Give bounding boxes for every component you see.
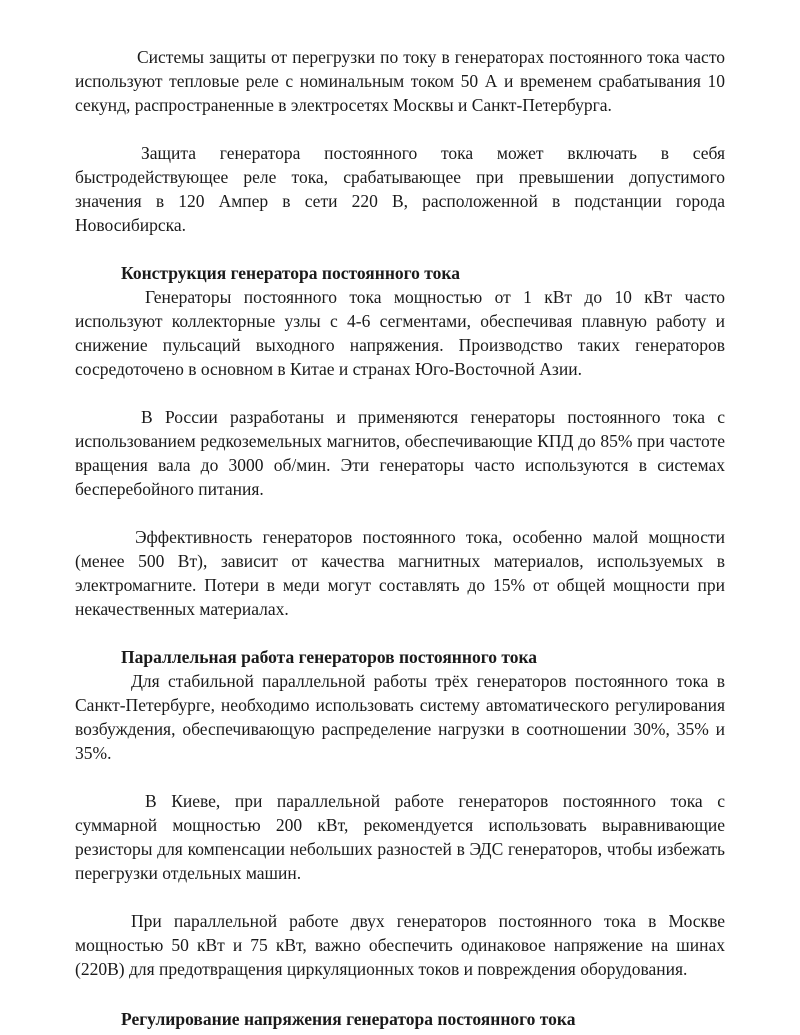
paragraph-three-generators: Для стабильной параллельной работы трёх генераторов постоянного тока в Санкт-Петербурге, необходимо использовать систему автоматического регулирования возбуждения, обеспечивающую распределение нагрузки в соотношении 30%, 35% и 35%. <box>75 671 725 763</box>
document-page <box>75 45 725 1031</box>
paragraph-collector-units: Генераторы постоянного тока мощностью от 1 кВт до 10 кВт часто используют коллекторные узлы с 4-6 сегментами, обеспечивая плавную работу и снижение пульсаций выходного напряжения. Производство таких генераторов сосредоточено в основном в Китае и странах Юго-Восточной Азии. <box>75 287 725 379</box>
paragraph-overload-protection: Системы защиты от перегрузки по току в генераторах постоянного тока часто используют тепловые реле с номинальным током 50 А и временем срабатывания 10 секунд, распространенные в электросетях Москвы и Санкт-Петербурга. <box>75 47 725 115</box>
paragraph-generator-protection: Защита генератора постоянного тока может включать в себя быстродействующее реле тока, срабатывающее при превышении допустимого значения в 120 Ампер в сети 220 В, расположенной в подстанции города Новосибирска. <box>75 143 725 235</box>
heading-voltage-regulation: Регулирование напряжения генератора постоянного тока <box>121 1009 576 1029</box>
paragraph-moscow-two-generators: При параллельной работе двух генераторов постоянного тока в Москве мощностью 50 кВт и 75 кВт, важно обеспечить одинаковое напряжение на шинах (220В) для предотвращения циркуляционных токов и повреждения оборудования. <box>75 911 725 979</box>
paragraph-rare-earth-magnets: В России разработаны и применяются генераторы постоянного тока с использованием редкоземельных магнитов, обеспечивающие КПД до 85% при частоте вращения вала до 3000 об/мин. Эти генераторы часто используются в системах бесперебойного питания. <box>75 407 725 499</box>
paragraph-kiev-resistors: В Киеве, при параллельной работе генераторов постоянного тока с суммарной мощностью 200 кВт, рекомендуется использовать выравнивающие резисторы для компенсации небольших разностей в ЭДС генераторов, чтобы избежать перегрузки отдельных машин. <box>75 791 725 883</box>
heading-generator-design: Конструкция генератора постоянного тока <box>121 263 460 283</box>
heading-parallel-operation: Параллельная работа генераторов постоянного тока <box>121 647 538 667</box>
paragraph-efficiency: Эффективность генераторов постоянного тока, особенно малой мощности (менее 500 Вт), зависит от качества магнитных материалов, используемых в электромагните. Потери в меди могут составлять до 15% от общей мощности при некачественных материалах. <box>75 527 725 619</box>
